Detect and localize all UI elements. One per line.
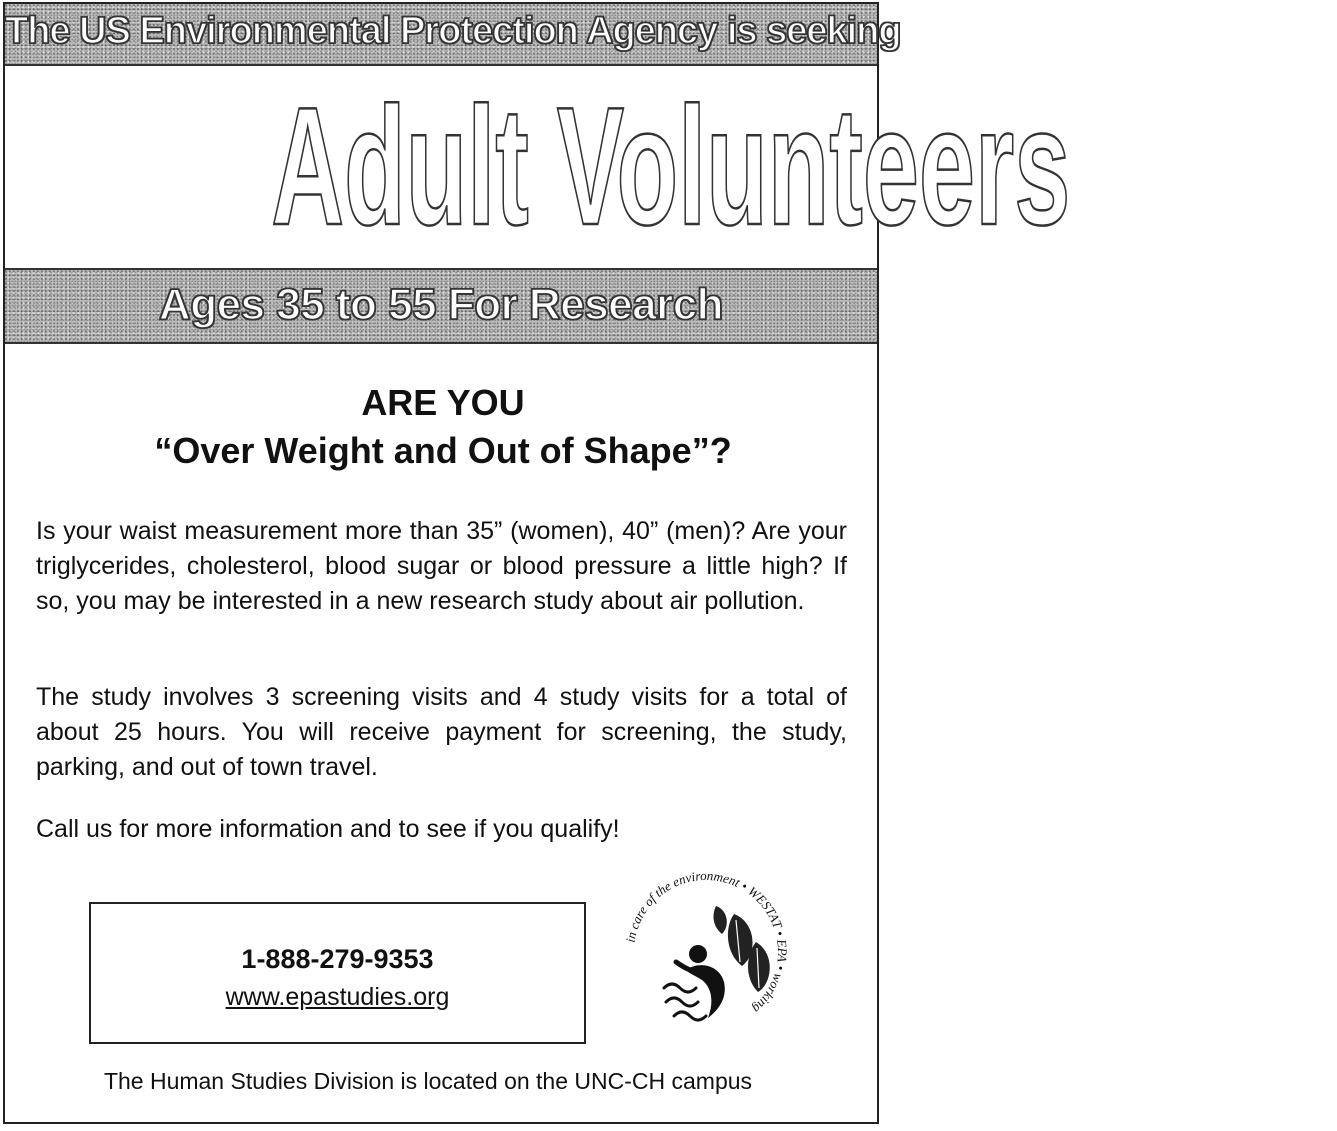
banner-intro-text: The US Environmental Protection Agency is seeking	[5, 10, 901, 52]
website-link[interactable]: www.epastudies.org	[225, 983, 450, 1011]
age-range-text: Ages 35 to 55 For Research	[158, 280, 724, 329]
person-figure-icon	[676, 945, 725, 1018]
call-to-action: Call us for more information and to see if you qualify!	[36, 815, 620, 843]
seal-ring-text: in care of the environment • WESTAT • EPA • working	[622, 867, 791, 1017]
question-line-1: ARE YOU	[361, 382, 525, 423]
westat-epa-seal	[616, 862, 796, 1042]
footer-note: The Human Studies Division is located on the UNC-CH campus	[103, 1068, 753, 1094]
age-banner	[5, 268, 877, 344]
eligibility-paragraph: Is your waist measurement more than 35” (women), 40” (men)? Are your triglycerides, cholesterol, blood sugar or blood pressure a little high? If so, you may be interested in a new research study about air pollution.	[36, 517, 847, 615]
phone-number[interactable]: 1-888-279-9353	[241, 944, 434, 974]
contact-box	[89, 902, 586, 1044]
study-details-paragraph: The study involves 3 screening visits and 4 study visits for a total of about 25 hours. You will receive payment for screening, the study, parking, and out of town travel.	[36, 683, 847, 781]
headline-text: Adult Volunteers	[271, 72, 1071, 260]
water-waves-icon	[664, 984, 706, 1020]
question-line-2: “Over Weight and Out of Shape”?	[154, 430, 732, 471]
top-banner	[5, 4, 901, 66]
headline	[5, 66, 1071, 266]
